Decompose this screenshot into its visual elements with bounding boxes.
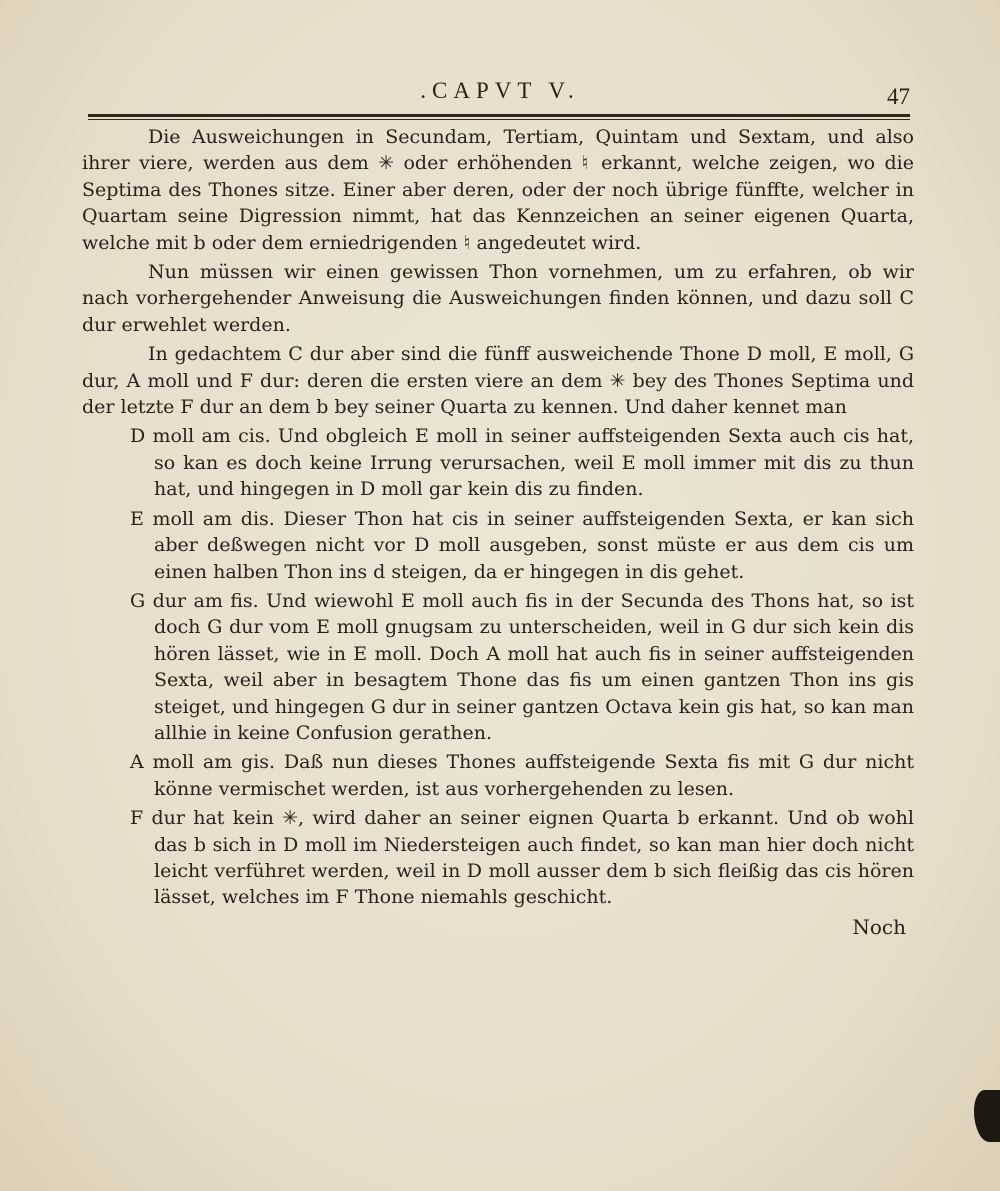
list-item: E moll am dis. Dieser Thon hat cis in seiner auffsteigenden Sexta, er kan sich aber deßwegen nicht vor D moll ausgeben, sonst müste er aus dem cis um einen halben Thon ins d steigen, da er hingegen in dis gehet. [130,507,914,583]
list-item: F dur hat kein ✳, wird daher an seiner eignen Quarta b erkannt. Und ob wohl das b sich in D moll im Niedersteigen auch findet, so kan man hier doch nicht leicht verführet werden, weil in D moll ausser dem b sich fleißig das cis hören lässet, welches im F Thone niemahls geschicht. [130,807,914,909]
header-rule [88,114,910,120]
page-header [90,78,910,108]
paragraph: Die Ausweichungen in Secundam, Tertiam, Quintam und Sextam, und also ihrer viere, werden aus dem ✳ oder erhöhenden ♮ erkannt, welche zeigen, wo die Septima des Thones sitze. Einer aber deren, oder der noch übrige fünffte, welcher in Quartam seine Digression nimmt, hat das Kennzeichen an seiner eigenen Quarta, welche mit b oder dem erniedrigenden ♮ angedeutet wird. [82,126,914,254]
page-number: 47 [887,84,910,109]
paragraph: In gedachtem C dur aber sind die fünff ausweichende Thone D moll, E moll, G dur, A moll und F dur: deren die ersten viere an dem ✳ bey des Thones Septima und der letzte F dur an dem b bey seiner Quarta zu kennen. Und daher kennet man [82,343,914,419]
list-item: D moll am cis. Und obgleich E moll in seiner auffsteigenden Sexta auch cis hat, so kan es doch keine Irrung verursachen, weil E moll immer mit dis zu thun hat, und hingegen in D moll gar kein dis zu finden. [130,425,914,501]
catchword: Noch [852,914,906,939]
ink-smudge [974,1090,1000,1142]
paragraph: Nun müssen wir einen gewissen Thon vornehmen, um zu erfahren, ob wir nach vorhergehender Anweisung die Ausweichungen finden können, und dazu soll C dur erwehlet werden. [82,261,914,336]
text-body [82,124,914,940]
list-item: A moll am gis. Daß nun dieses Thones auffsteigende Sexta fis mit G dur nicht könne vermischet werden, ist aus vorhergehenden zu lesen. [130,751,914,800]
running-title: .CAPVT V. [420,78,580,103]
list-item: G dur am fis. Und wiewohl E moll auch fis in der Secunda des Thons hat, so ist doch G dur vom E moll gnugsam zu unterscheiden, weil in G dur sich kein dis hören lässet, wie in E moll. Doch A moll hat auch fis in seiner auffsteigenden Sexta, weil aber in besagtem Thone das fis um einen gantzen Thon ins gis steiget, und hingegen G dur in seiner gantzen Octava kein gis hat, so kan man allhie in keine Confusion gerathen. [130,589,914,744]
